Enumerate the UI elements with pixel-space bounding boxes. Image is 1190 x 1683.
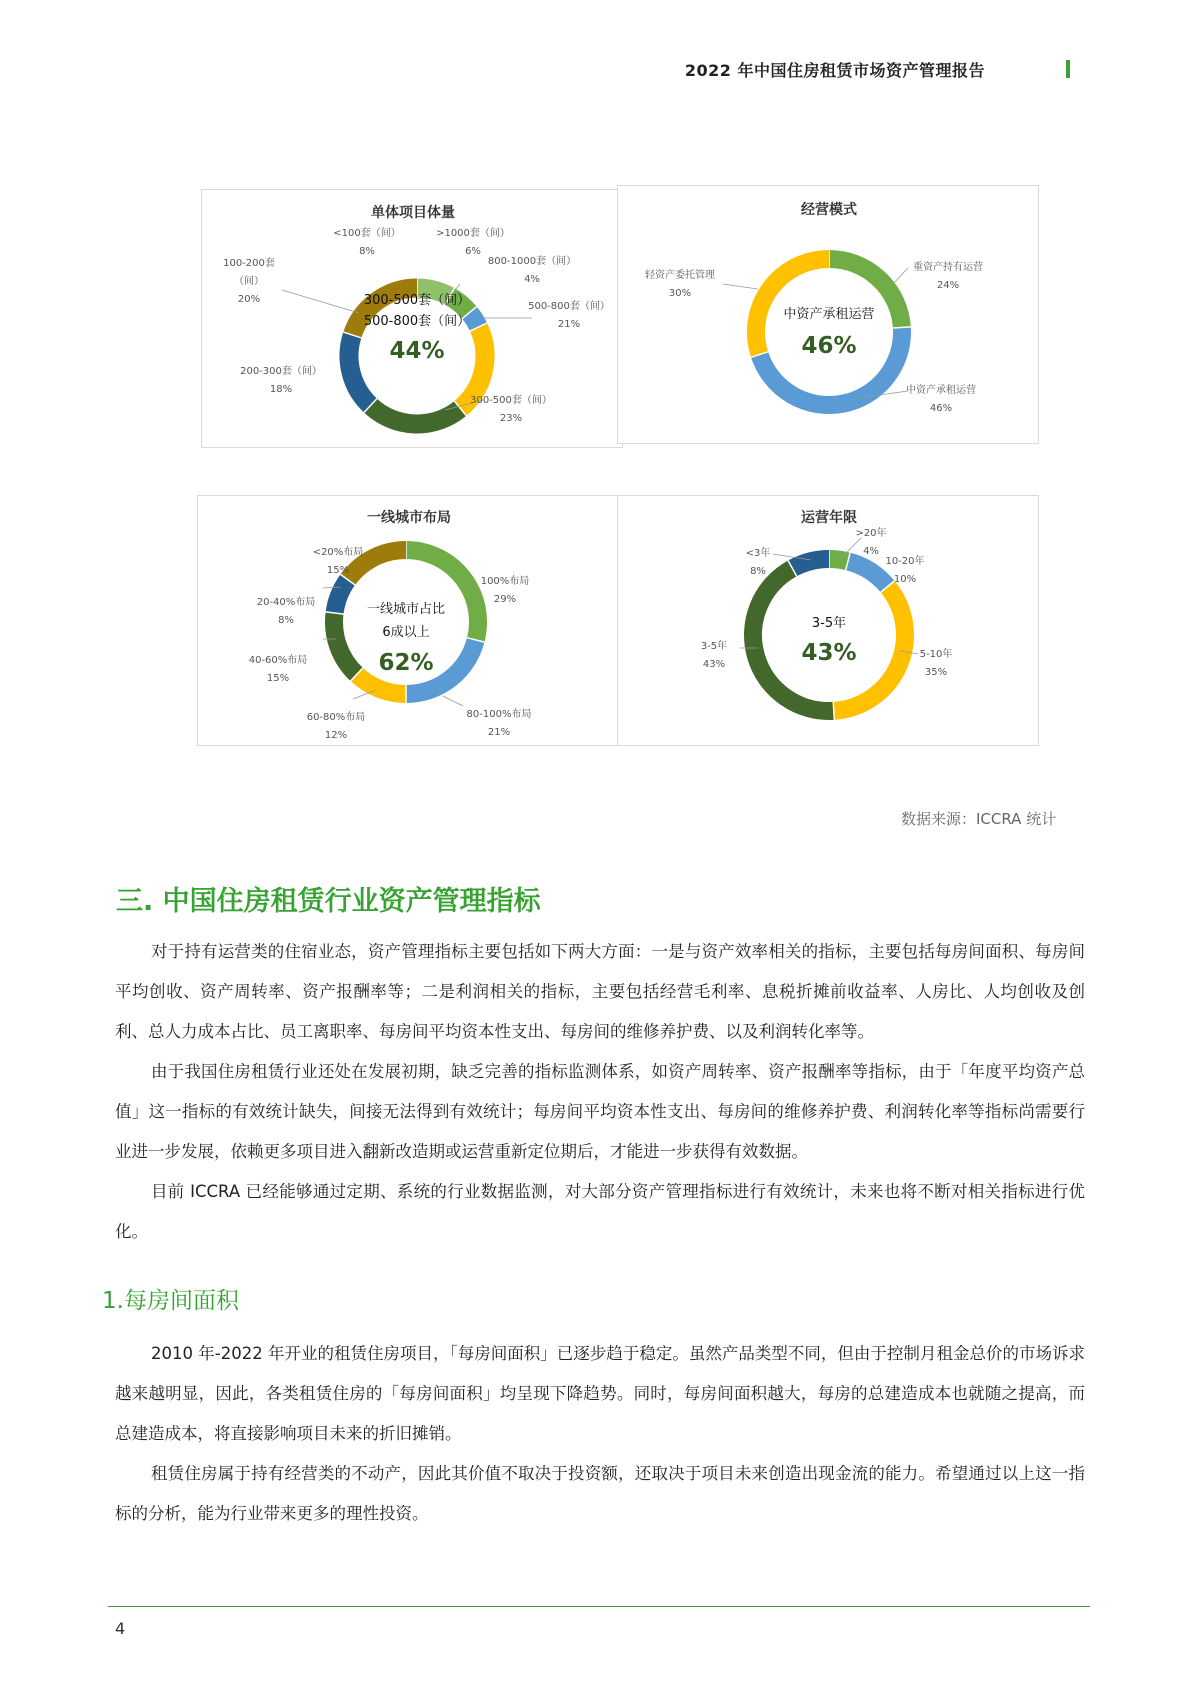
slice-pct: 12% — [324, 730, 348, 741]
leader-line — [723, 284, 758, 289]
chart-business-model — [617, 185, 1039, 444]
slice-pct: 29% — [493, 594, 517, 605]
slice-pct: 35% — [924, 667, 948, 678]
slice-pct: 4% — [863, 546, 879, 557]
slice-pct: 21% — [557, 319, 581, 330]
section-paragraph: 对于持有运营类的住宿业态，资产管理指标主要包括如下两大方面：一是与资产效率相关的指标，主要包括每房间面积、每房间平均创收、资产周转率、资产报酬率等；二是利润相关的指标，主要包括经营毛利率、息税折摊前收益率、人房比、人均创收及创利、总人力成本占比、员工离职率、每房间平均资本性支出、每房间的维修养护费、以及利润转化率等。 — [115, 942, 1085, 1041]
donut-center-label: 6成以上 — [382, 625, 430, 640]
donut-slice — [334, 613, 357, 675]
slice-label: 3-5年 — [700, 641, 728, 652]
slice-pct: 24% — [936, 280, 960, 291]
slice-label-line1: 100-200套 — [223, 258, 275, 269]
leader-line — [892, 268, 908, 285]
slice-label: 800-1000套（间） — [487, 256, 577, 267]
slice-label: 100%布局 — [480, 576, 530, 587]
chart-project-scale — [201, 189, 623, 448]
donut-center-label: 300-500套（间） — [363, 293, 471, 308]
slice-label: 轻资产委托管理 — [645, 270, 715, 281]
donut-ring — [326, 541, 485, 703]
chart-project-scale-svg — [202, 190, 624, 449]
donut-ring — [753, 550, 905, 720]
chart-operating-years-svg — [618, 496, 1040, 747]
slice-label: 200-300套（间） — [240, 366, 322, 377]
slice-pct: 21% — [487, 727, 511, 738]
section-paragraph: 由于我国住房租赁行业还处在发展初期，缺乏完善的指标监测体系，如资产周转率、资产报酬率等指标，由于「年度平均资产总值」这一指标的有效统计缺失，间接无法得到有效统计；每房间平均资本性支出、每房间的维修养护费、利润转化率等指标尚需要行业进一步发展，依赖更多项目进入翻新改造期或运营重新定位期后，才能进一步获得有效数据。 — [115, 1062, 1085, 1161]
slice-pct: 15% — [266, 673, 290, 684]
slice-pct: 6% — [465, 246, 481, 257]
donut-slice — [829, 559, 848, 561]
slice-label: >20年 — [855, 528, 887, 539]
slice-label: >1000套（间） — [436, 228, 510, 239]
footer-divider — [108, 1606, 1090, 1607]
subsection-paragraph: 2010 年-2022 年开业的租赁住房项目，「每房间面积」已逐步趋于稳定。虽然产品类型不同，但由于控制月租金总价的市场诉求越来越明显，因此，各类租赁住房的「每房间面积」均呈现下降趋势。同时，每房间面积越大，每房的总建造成本也就随之提高，而总建造成本，将直接影响项目未来的折旧摊销。 — [115, 1344, 1085, 1443]
slice-label: 10-20年 — [885, 556, 925, 567]
slice-pct: 43% — [702, 659, 726, 670]
donut-slice — [792, 559, 829, 568]
donut-slice — [357, 674, 406, 694]
page-number: 4 — [115, 1619, 126, 1638]
slice-pct: 8% — [750, 566, 766, 577]
header-accent-bar — [1066, 60, 1070, 78]
chart-tier1-layout — [197, 495, 619, 746]
slice-label: 40-60%布局 — [248, 655, 308, 666]
donut-ring — [751, 250, 911, 405]
slice-label: <100套（间） — [333, 228, 401, 239]
slice-pct: 20% — [237, 294, 261, 305]
slice-label: 中资产承租运营 — [906, 385, 976, 396]
slice-label: 5-10年 — [919, 649, 953, 660]
donut-center-label: 中资产承租运营 — [783, 307, 875, 322]
leader-line — [443, 696, 463, 706]
slice-label: 80-100%布局 — [466, 709, 532, 720]
slice-pct: 46% — [929, 403, 953, 414]
donut-center-label: 一线城市占比 — [366, 602, 446, 617]
donut-center-label: 500-800套（间） — [363, 314, 471, 329]
donut-slice — [349, 335, 370, 406]
donut-center-label: 3-5年 — [811, 616, 847, 631]
donut-slice — [469, 313, 478, 327]
slice-pct: 8% — [359, 246, 375, 257]
slice-label: 20-40%布局 — [256, 597, 316, 608]
donut-center-value: 43% — [801, 640, 857, 666]
report-header-title: 2022 年中国住房租赁市场资产管理报告 — [684, 61, 985, 80]
slice-label: <20%布局 — [312, 547, 364, 558]
slice-pct: 15% — [326, 565, 350, 576]
slice-label: 重资产持有运营 — [913, 262, 983, 273]
slice-pct: 10% — [893, 574, 917, 585]
chart-tier1-layout-svg — [198, 496, 620, 747]
slice-label-line2: （间） — [234, 276, 264, 287]
slice-pct: 8% — [278, 615, 294, 626]
subsection-paragraph: 租赁住房属于持有经营类的不动产，因此其价值不取决于投资额，还取决于项目未来创造出现金流的能力。希望通过以上这一指标的分析，能为行业带来更多的理性投资。 — [115, 1464, 1085, 1523]
slice-pct: 30% — [668, 288, 692, 299]
subsection-title: 1.每房间面积 — [102, 1288, 239, 1314]
slice-label: 300-500套（间） — [470, 395, 552, 406]
slice-pct: 23% — [499, 413, 523, 424]
section-paragraph: 目前 ICCRA 已经能够通过定期、系统的行业数据监测，对大部分资产管理指标进行有效统计，未来也将不断对相关指标进行优化。 — [115, 1182, 1085, 1241]
leader-line — [282, 290, 359, 313]
data-source-note: 数据来源：ICCRA 统计 — [901, 810, 1057, 828]
chart-title: 一线城市布局 — [367, 510, 451, 526]
slice-label: 500-800套（间） — [528, 301, 610, 312]
chart-title: 经营模式 — [801, 202, 857, 218]
slice-label: <3年 — [745, 548, 771, 559]
slice-pct: 4% — [524, 274, 540, 285]
chart-title: 单体项目体量 — [371, 205, 455, 221]
donut-center-value: 44% — [389, 338, 445, 364]
donut-slice — [370, 406, 460, 424]
chart-operating-years — [617, 495, 1039, 746]
chart-title: 运营年限 — [801, 510, 857, 526]
donut-slice — [335, 580, 348, 613]
section-title: 三. 中国住房租赁行业资产管理指标 — [116, 886, 541, 917]
donut-center-value: 62% — [378, 650, 434, 676]
slice-label: 60-80%布局 — [306, 712, 366, 723]
slice-pct: 18% — [269, 384, 293, 395]
chart-business-model-svg — [618, 186, 1040, 445]
donut-center-value: 46% — [801, 333, 857, 359]
donut-slice — [848, 561, 888, 586]
